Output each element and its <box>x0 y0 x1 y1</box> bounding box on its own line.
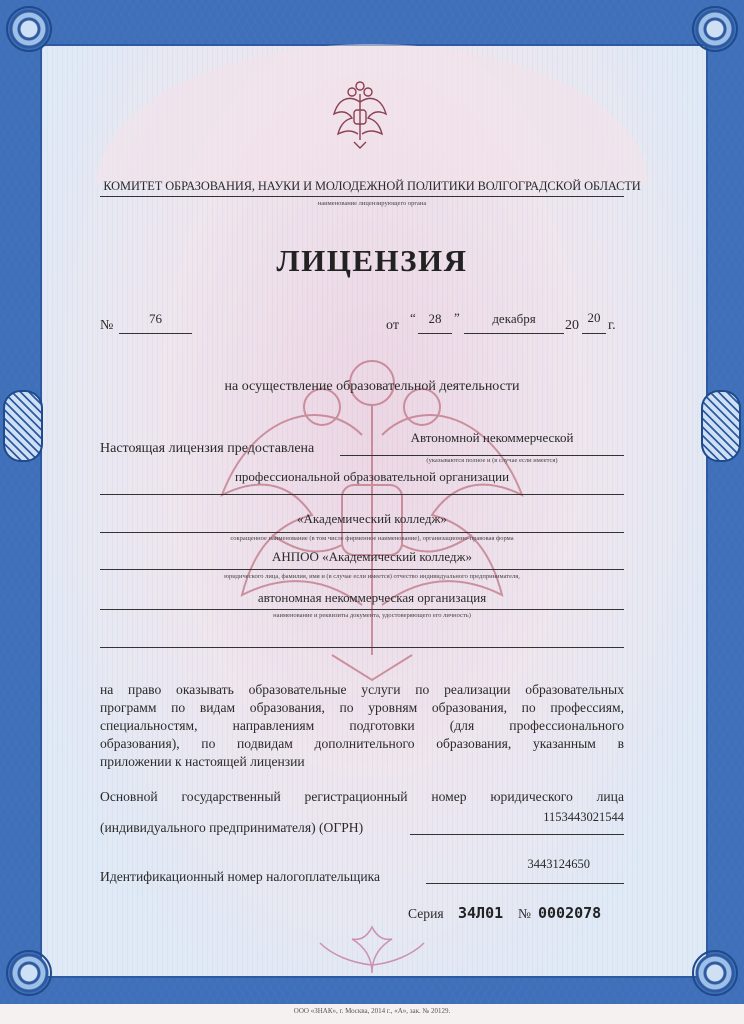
license-purpose: на осуществление образовательной деятельности <box>224 379 520 394</box>
corner-ornament-icon <box>692 950 738 996</box>
licensee-line-2: профессиональной образовательной организации <box>234 469 510 484</box>
rights-line-3: специальностям, направлениям подготовки (для профессионального <box>100 718 624 733</box>
ogrn-value: 1153443021544 <box>543 810 624 824</box>
authority-caption: наименование лицензирующего органа <box>317 200 427 207</box>
rights-line-2: программ по видам образования, по уровням образования, по профессиям, <box>100 700 624 715</box>
licensee-line-1: Автономной некоммерческой <box>410 430 574 445</box>
authority-underline <box>100 196 624 197</box>
licensee-underline-4 <box>100 569 624 570</box>
date-month-value: декабря <box>492 311 536 326</box>
date-month-underline <box>464 333 564 334</box>
licensee-underline-5 <box>100 609 624 610</box>
date-day-value: 28 <box>428 311 442 326</box>
date-day-underline <box>418 333 452 334</box>
license-number-label: № <box>100 318 114 333</box>
date-close-quote: ” <box>454 310 460 325</box>
date-open-quote: “ <box>410 310 416 325</box>
licensee-caption-4: юридического лица, фамилия, имя и (в случае если имеется) отчество индивидуального предпринимателя, <box>224 573 520 580</box>
licensee-underline-3 <box>100 532 624 533</box>
rights-line-1: на право оказывать образовательные услуги по реализации образовательных <box>100 682 624 697</box>
corner-ornament-icon <box>6 950 52 996</box>
document-title: ЛИЦЕНЗИЯ <box>276 243 468 278</box>
license-number-value: 76 <box>149 311 162 326</box>
licensee-caption-5: наименование и реквизиты документа, удостоверяющего его личность) <box>273 612 471 619</box>
issuing-authority: КОМИТЕТ ОБРАЗОВАНИЯ, НАУКИ И МОЛОДЕЖНОЙ ПОЛИТИКИ ВОЛГОГРАДСКОЙ ОБЛАСТИ <box>103 179 641 193</box>
ogrn-underline <box>410 834 624 835</box>
licensee-caption-1: (указываются полное и (в случае если имеется) <box>426 457 558 464</box>
rights-line-5: приложении к настоящей лицензии <box>100 754 305 769</box>
series-code: 34Л01 <box>458 904 504 922</box>
date-year-value: 20 <box>587 310 601 325</box>
date-year-prefix: 20 <box>565 318 579 333</box>
inn-label: Идентификационный номер налогоплательщика <box>100 869 381 884</box>
licensee-underline-2 <box>100 494 624 495</box>
licensee-line-5: автономная некоммерческая организация <box>257 590 487 605</box>
inn-value: 3443124650 <box>527 857 590 871</box>
licensee-underline-1 <box>340 455 624 456</box>
licensee-intro: Настоящая лицензия предоставлена <box>100 441 315 456</box>
license-number-underline <box>119 333 192 334</box>
ogrn-label-line-1: Основной государственный регистрационный номер юридического лица <box>100 789 624 804</box>
licensee-caption-3: сокращенное наименование (в том числе фирменное наименование), организационно-правовая форма <box>230 535 514 542</box>
corner-ornament-icon <box>692 6 738 52</box>
series-number-label: № <box>518 906 531 921</box>
series-number: 0002078 <box>538 904 602 922</box>
side-knot-ornament-icon <box>3 390 43 462</box>
date-year-unit: г. <box>608 318 616 333</box>
date-prefix: от <box>386 318 399 333</box>
side-knot-ornament-icon <box>701 390 741 462</box>
inn-underline <box>426 883 624 884</box>
licensee-line-4: АНПОО «Академический колледж» <box>271 549 473 564</box>
rights-line-4: образования), по подвидам дополнительного образования, указанным в <box>100 736 624 751</box>
licensee-line-3: «Академический колледж» <box>297 511 447 526</box>
licensee-underline-6 <box>100 647 624 648</box>
series-label: Серия <box>408 906 444 921</box>
bottom-fleur-ornament-icon <box>312 925 432 975</box>
coat-of-arms-icon <box>330 80 390 150</box>
corner-ornament-icon <box>6 6 52 52</box>
ogrn-label-line-2: (индивидуального предпринимателя) (ОГРН) <box>100 820 364 835</box>
printer-imprint: ООО «ЗНАК», г. Москва, 2014 г., «А», зак. № 20129. <box>293 1007 451 1015</box>
date-year-underline <box>582 333 606 334</box>
